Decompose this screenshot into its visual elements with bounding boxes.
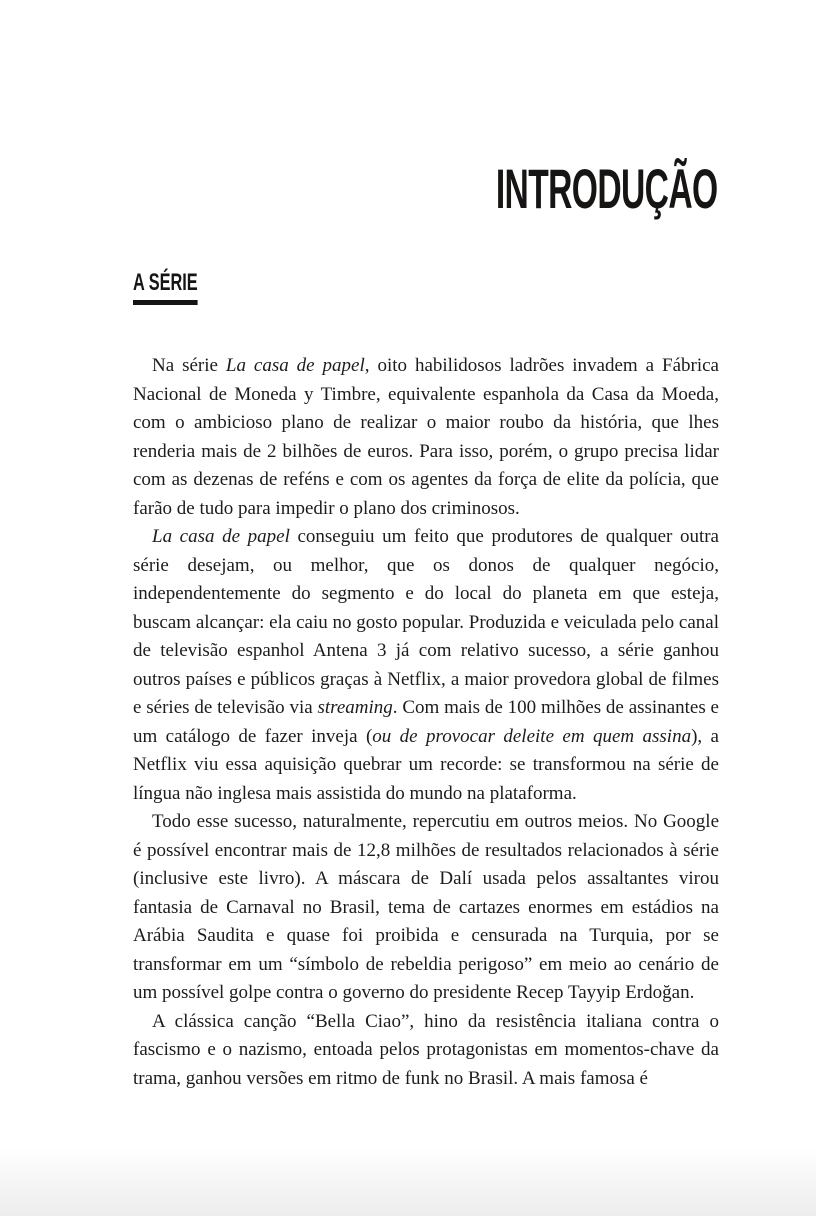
section-heading-text: A SÉRIE <box>133 271 198 305</box>
body-text <box>133 352 719 1093</box>
chapter-title-text: INTRODUÇÃO <box>496 157 718 220</box>
paragraph: Todo esse sucesso, naturalmente, repercutiu em outros meios. No Google é possível encontrar mais de 12,8 milhões de resultados relacionados à série (inclusive este livro). A máscara de Dalí usada pelos assaltantes virou fantasia de Carnaval no Brasil, tema de cartazes enormes em estádios na Arábia Saudita e quase foi proibida e censurada na Turquia, por se transformar em um “símbolo de rebeldia perigoso” em meio ao cenário de um possível golpe contra o governo do presidente Recep Tayyip Erdoğan. <box>133 811 719 1003</box>
chapter-title <box>133 157 718 220</box>
section-heading <box>133 271 228 305</box>
paragraph: La casa de papel conseguiu um feito que produtores de qualquer outra série desejam, ou melhor, que os donos de qualquer negócio, independentemente do segmento e do local do planeta em que esteja, buscam alcançar: ela caiu no gosto popular. Produzida e veiculada pelo canal de televisão espanhol Antena 3 já com relativo sucesso, a série ganhou outros países e públicos graças à Netflix, a maior provedora global de filmes e séries de televisão via streaming. Com mais de 100 milhões de assinantes e um catálogo de fazer inveja (ou de provocar deleite em quem assina), a Netflix viu essa aquisição quebrar um recorde: se transformou na série de língua não inglesa mais assistida do mundo na plataforma. <box>133 526 719 804</box>
paragraph: Na série La casa de papel, oito habilidosos ladrões invadem a Fábrica Nacional de Moneda y Timbre, equivalente espanhola da Casa da Moeda, com o ambicioso plano de realizar o maior roubo da história, que lhes renderia mais de 2 bilhões de euros. Para isso, porém, o grupo precisa lidar com as dezenas de reféns e com os agentes da força de elite da polícia, que farão de tudo para impedir o plano dos criminosos. <box>133 355 719 519</box>
paragraph: A clássica canção “Bella Ciao”, hino da resistência italiana contra o fascismo e o nazismo, entoada pelos protagonistas em momentos-chave da trama, ganhou versões em ritmo de funk no Brasil. A mais famosa é <box>133 1010 719 1089</box>
page-bottom-shadow <box>0 1146 816 1216</box>
